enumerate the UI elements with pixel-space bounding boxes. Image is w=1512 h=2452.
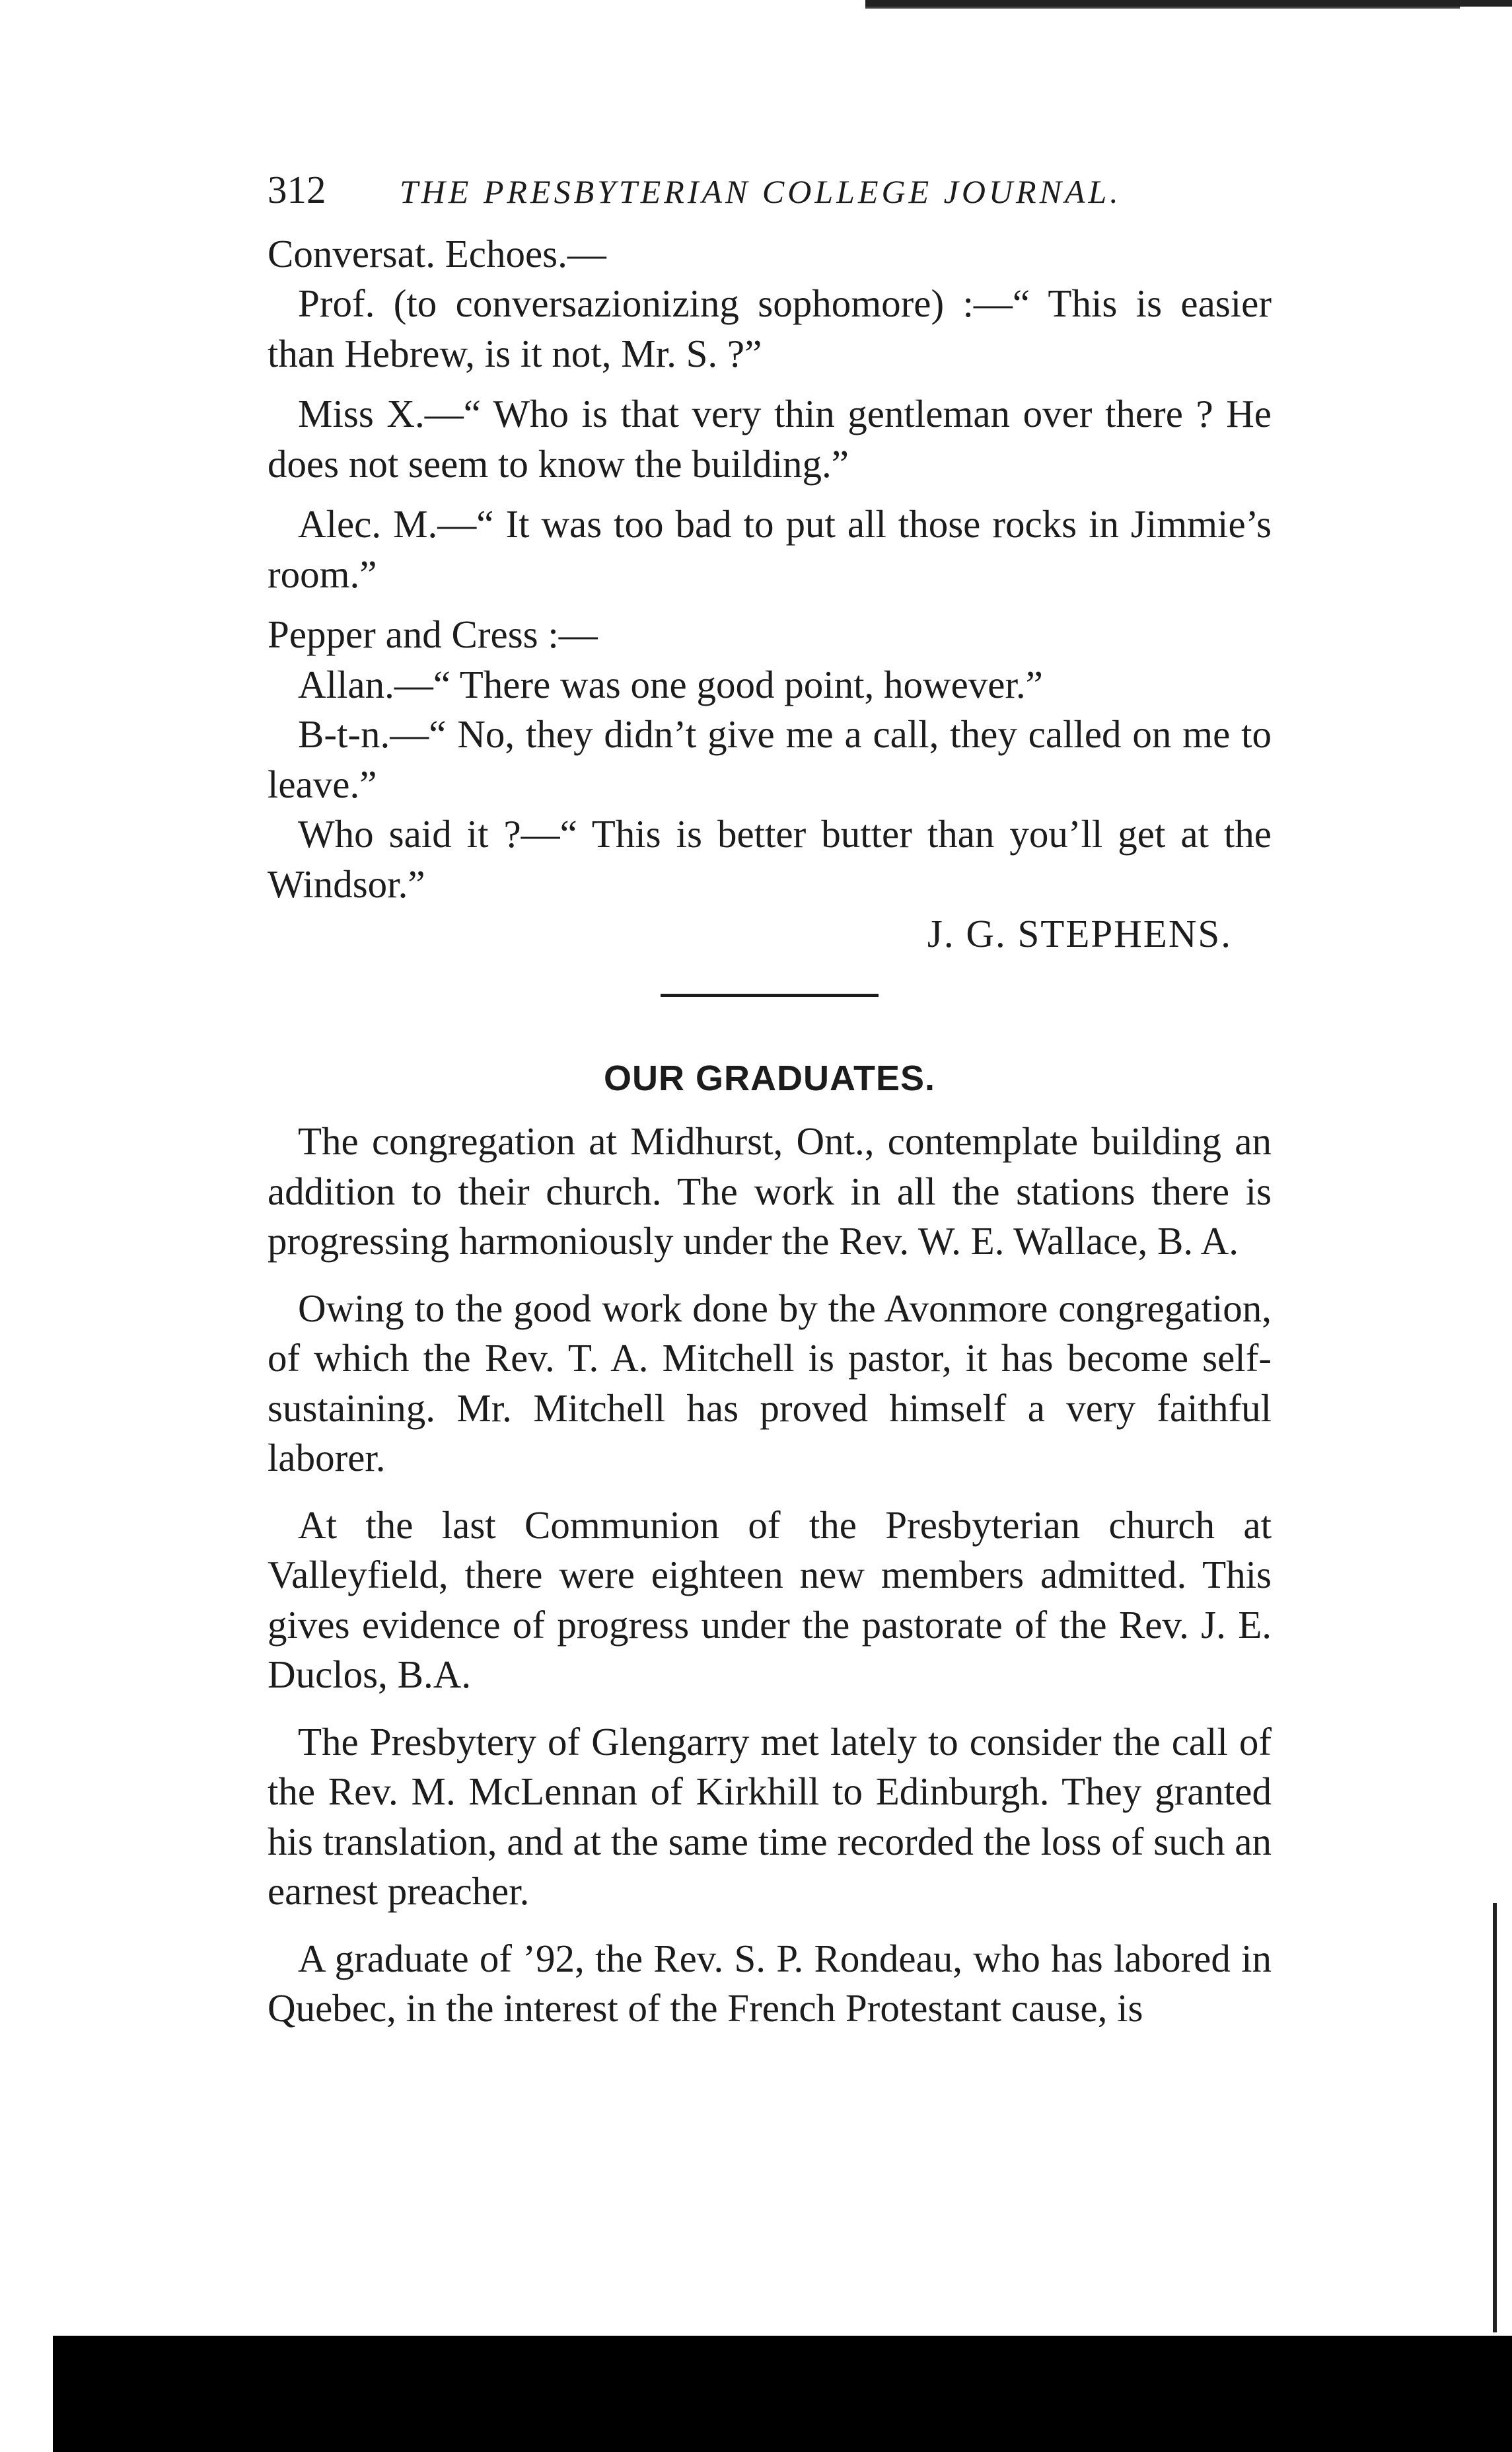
conversat-line-2: Miss X.—“ Who is that very thin gentleman over there ? He does not seem to know the building.” <box>268 392 1272 486</box>
scan-bottom-border <box>53 2336 1512 2452</box>
graduates-paragraph-4: The Presbytery of Glengarry met lately to consider the call of the Rev. M. McLennan of Kirkhill to Edinburgh. They granted his translation, and at the same time recorded the loss of such an earnest preacher. <box>268 1719 1272 1913</box>
top-border-rule <box>865 0 1512 7</box>
pepper-line-1: Allan.—“ There was one good point, however.” <box>298 662 1043 706</box>
scan-edge-strip <box>1493 1903 1497 2332</box>
pepper-last-line: Who said it ?—“ This is better butter than you’ll get at the Windsor.” <box>268 812 1272 906</box>
graduates-paragraph-1: The congregation at Midhurst, Ont., contemplate building an addition to their church. The work in all the stations there is progressing harmoniously under the Rev. W. E. Wallace, B. A. <box>268 1119 1272 1263</box>
conversat-heading: Conversat. Echoes.— <box>268 231 606 276</box>
conversat-line-3: Alec. M.—“ It was too bad to put all those rocks in Jimmie’s room.” <box>268 502 1272 596</box>
section-divider <box>661 994 879 997</box>
graduates-heading: OUR GRADUATES. <box>603 1058 935 1098</box>
graduates-paragraph-2: Owing to the good work done by the Avonmore congregation, of which the Rev. T. A. Mitchell is pastor, it has become self-sustaining. Mr. Mitchell has proved himself a very faithful laborer. <box>268 1286 1272 1479</box>
journal-title: THE PRESBYTERIAN COLLEGE JOURNAL. <box>400 173 1122 210</box>
graduates-paragraph-5: A graduate of ’92, the Rev. S. P. Rondeau, who has labored in Quebec, in the interest of the French Protestant cause, is <box>268 1936 1272 2030</box>
conversat-line-1: Prof. (to conversazionizing sophomore) :—“ This is easier than Hebrew, is it not, Mr. S. ?” <box>268 281 1272 375</box>
page-number: 312 <box>268 168 326 211</box>
page-body <box>268 165 1272 2034</box>
signature-row <box>268 909 1272 959</box>
signature: J. G. STEPHENS. <box>927 912 1232 955</box>
top-border-rule-thin <box>865 7 1460 9</box>
pepper-heading: Pepper and Cress :— <box>268 613 598 656</box>
graduates-paragraph-3: At the last Communion of the Presbyterian church at Valleyfield, there were eighteen new members admitted. This gives evidence of progress under the pastorate of the Rev. J. E. Duclos, B.A. <box>268 1503 1272 1696</box>
running-head <box>268 165 1272 217</box>
pepper-line-2: B-t-n.—“ No, they didn’t give me a call, they called on me to leave.” <box>268 712 1272 806</box>
